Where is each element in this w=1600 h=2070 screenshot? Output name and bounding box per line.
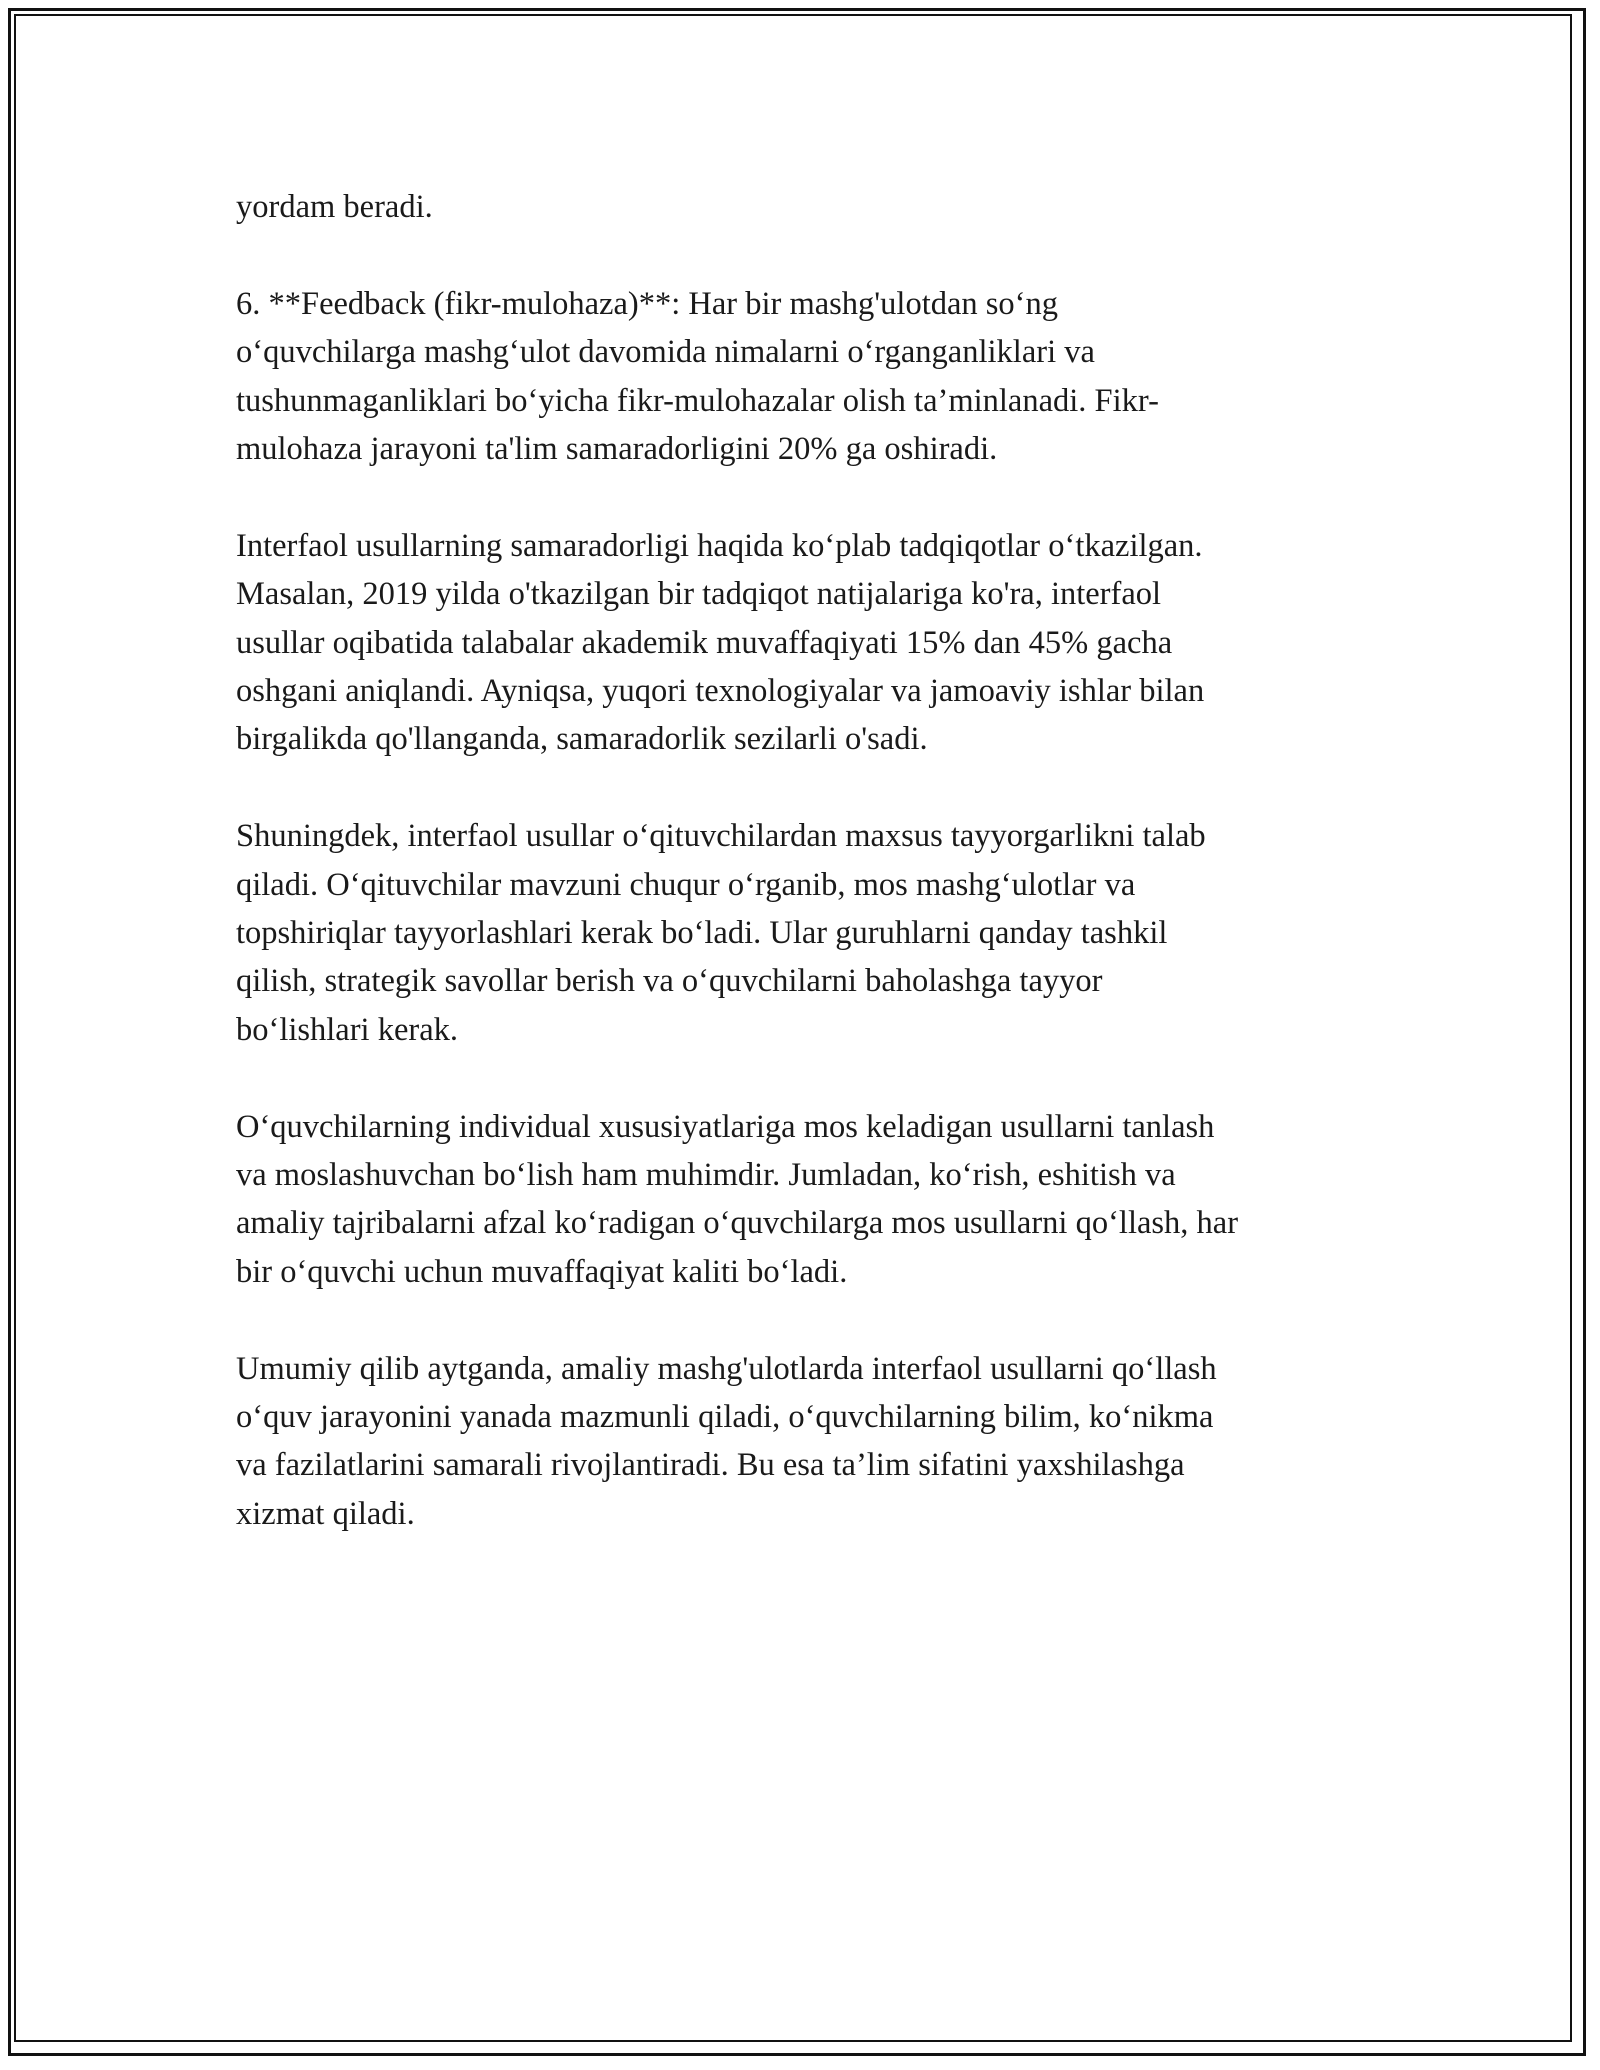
text-line: yordam beradi.: [236, 189, 433, 225]
text-line: topshiriqlar tayyorlashlari kerak bo‘ladi. Ular guruhlarni qanday tashkil: [236, 915, 1168, 952]
text-line: Interfaol usullarning samaradorligi haqida ko‘plab tadqiqotlar o‘tkazilgan.: [236, 527, 1203, 564]
paragraph-conclusion: [236, 1345, 1386, 1539]
text-line: bir o‘quvchi uchun muvaffaqiyat kaliti bo‘ladi.: [236, 1253, 848, 1290]
paragraph-teacher-preparation: [236, 812, 1386, 1054]
text-line: tushunmaganliklari bo‘yicha fikr-mulohazalar olish ta’minlanadi. Fikr-: [236, 382, 1159, 419]
text-line: 6. **Feedback (fikr-mulohaza)**: Har bir mashg'ulotdan so‘ng: [236, 285, 1058, 322]
text-line: Shuningdek, interfaol usullar o‘qituvchilardan maxsus tayyorgarlikni talab: [236, 818, 1206, 855]
paragraph-continuation: [236, 183, 1386, 231]
paragraph-feedback: [236, 280, 1386, 474]
text-line: o‘quv jarayonini yanada mazmunli qiladi, o‘quvchilarning bilim, ko‘nikma: [236, 1399, 1214, 1436]
text-line: oshgani aniqlandi. Ayniqsa, yuqori texnologiyalar va jamoaviy ishlar bilan: [236, 673, 1205, 710]
text-line: usullar oqibatida talabalar akademik muvaffaqiyati 15% dan 45% gacha: [236, 624, 1173, 661]
paragraph-research: [236, 522, 1386, 764]
text-line: Masalan, 2019 yilda o'tkazilgan bir tadqiqot natijalariga ko'ra, interfaol: [236, 576, 1162, 613]
document-body: [236, 183, 1386, 1587]
paragraph-individual-features: [236, 1103, 1386, 1297]
text-line: va moslashuvchan bo‘lish ham muhimdir. Jumladan, ko‘rish, eshitish va: [236, 1157, 1176, 1194]
text-line: O‘quvchilarning individual xususiyatlariga mos keladigan usullarni tanlash: [236, 1108, 1215, 1145]
text-line: amaliy tajribalarni afzal ko‘radigan o‘quvchilarga mos usullarni qo‘llash, har: [236, 1205, 1239, 1242]
text-line: o‘quvchilarga mashg‘ulot davomida nimalarni o‘rganganliklari va: [236, 334, 1095, 371]
text-line: xizmat qiladi.: [236, 1495, 415, 1532]
text-line: va fazilatlarini samarali rivojlantiradi. Bu esa ta’lim sifatini yaxshilashga: [236, 1447, 1185, 1484]
text-line: bo‘lishlari kerak.: [236, 1011, 459, 1048]
text-line: qiladi. O‘qituvchilar mavzuni chuqur o‘rganib, mos mashg‘ulotlar va: [236, 866, 1136, 903]
text-line: mulohaza jarayoni ta'lim samaradorligini 20% ga oshiradi.: [236, 431, 998, 468]
text-line: Umumiy qilib aytganda, amaliy mashg'ulotlarda interfaol usullarni qo‘llash: [236, 1350, 1217, 1387]
text-line: birgalikda qo'llanganda, samaradorlik sezilarli o'sadi.: [236, 721, 928, 758]
text-line: qilish, strategik savollar berish va o‘quvchilarni baholashga tayyor: [236, 963, 1103, 1000]
